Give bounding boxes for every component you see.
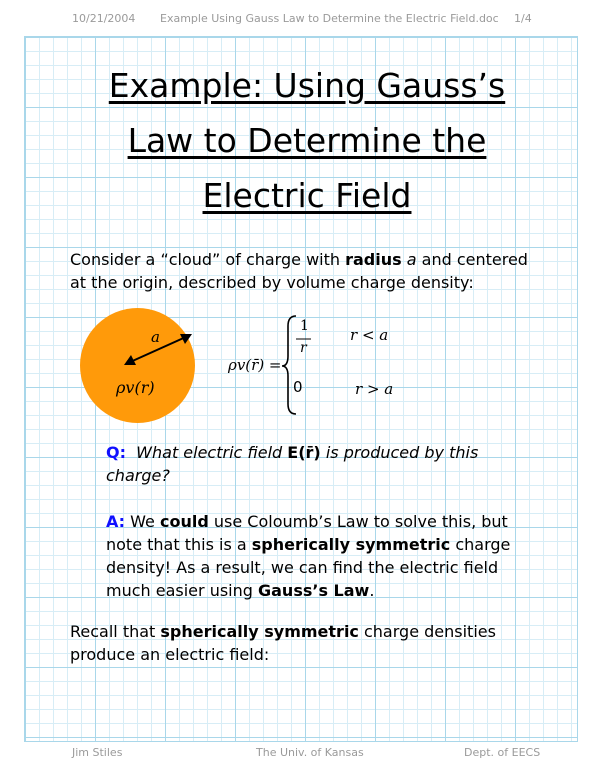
question-block: Q: What electric field E(r̄) is produced by this charge? [106, 443, 479, 485]
title-line-3: Electric Field [202, 176, 412, 215]
footer-dept: Dept. of EECS [464, 746, 541, 759]
density-equation-lhs: ρv(r̄) = [228, 356, 282, 374]
case2-condition: r > a [355, 380, 394, 398]
title-line-1: Example: Using Gauss’s [108, 66, 506, 105]
answer-label: A: [106, 512, 126, 531]
question-label: Q: [106, 443, 126, 462]
intro-paragraph: Consider a “cloud” of charge with radius a and centered at the origin, described by volume charge density: [70, 250, 528, 292]
density-label: ρv(r) [116, 378, 155, 397]
radius-label: a [151, 328, 160, 346]
footer-institution: The Univ. of Kansas [256, 746, 364, 759]
recall-paragraph: Recall that spherically symmetric charge densities produce an electric field: [70, 622, 496, 664]
case2-value: 0 [293, 378, 303, 396]
header-page-number: 1/4 [514, 12, 532, 25]
answer-block: A: We could use Coloumb’s Law to solve this, but note that this is a spherically symmetric charge density! As a result, we can find the electric field much easier using Gauss’s Law. [106, 512, 511, 600]
header-doc-name: Example Using Gauss Law to Determine the Electric Field.doc [160, 12, 499, 25]
header-date: 10/21/2004 [72, 12, 136, 25]
footer-author: Jim Stiles [72, 746, 123, 759]
case1-denominator: r [300, 340, 307, 356]
case1-numerator: 1 [300, 318, 309, 334]
case1-condition: r < a [350, 326, 389, 344]
title-line-2: Law to Determine the [127, 121, 487, 160]
field-symbol: E(r̄) [287, 443, 321, 462]
